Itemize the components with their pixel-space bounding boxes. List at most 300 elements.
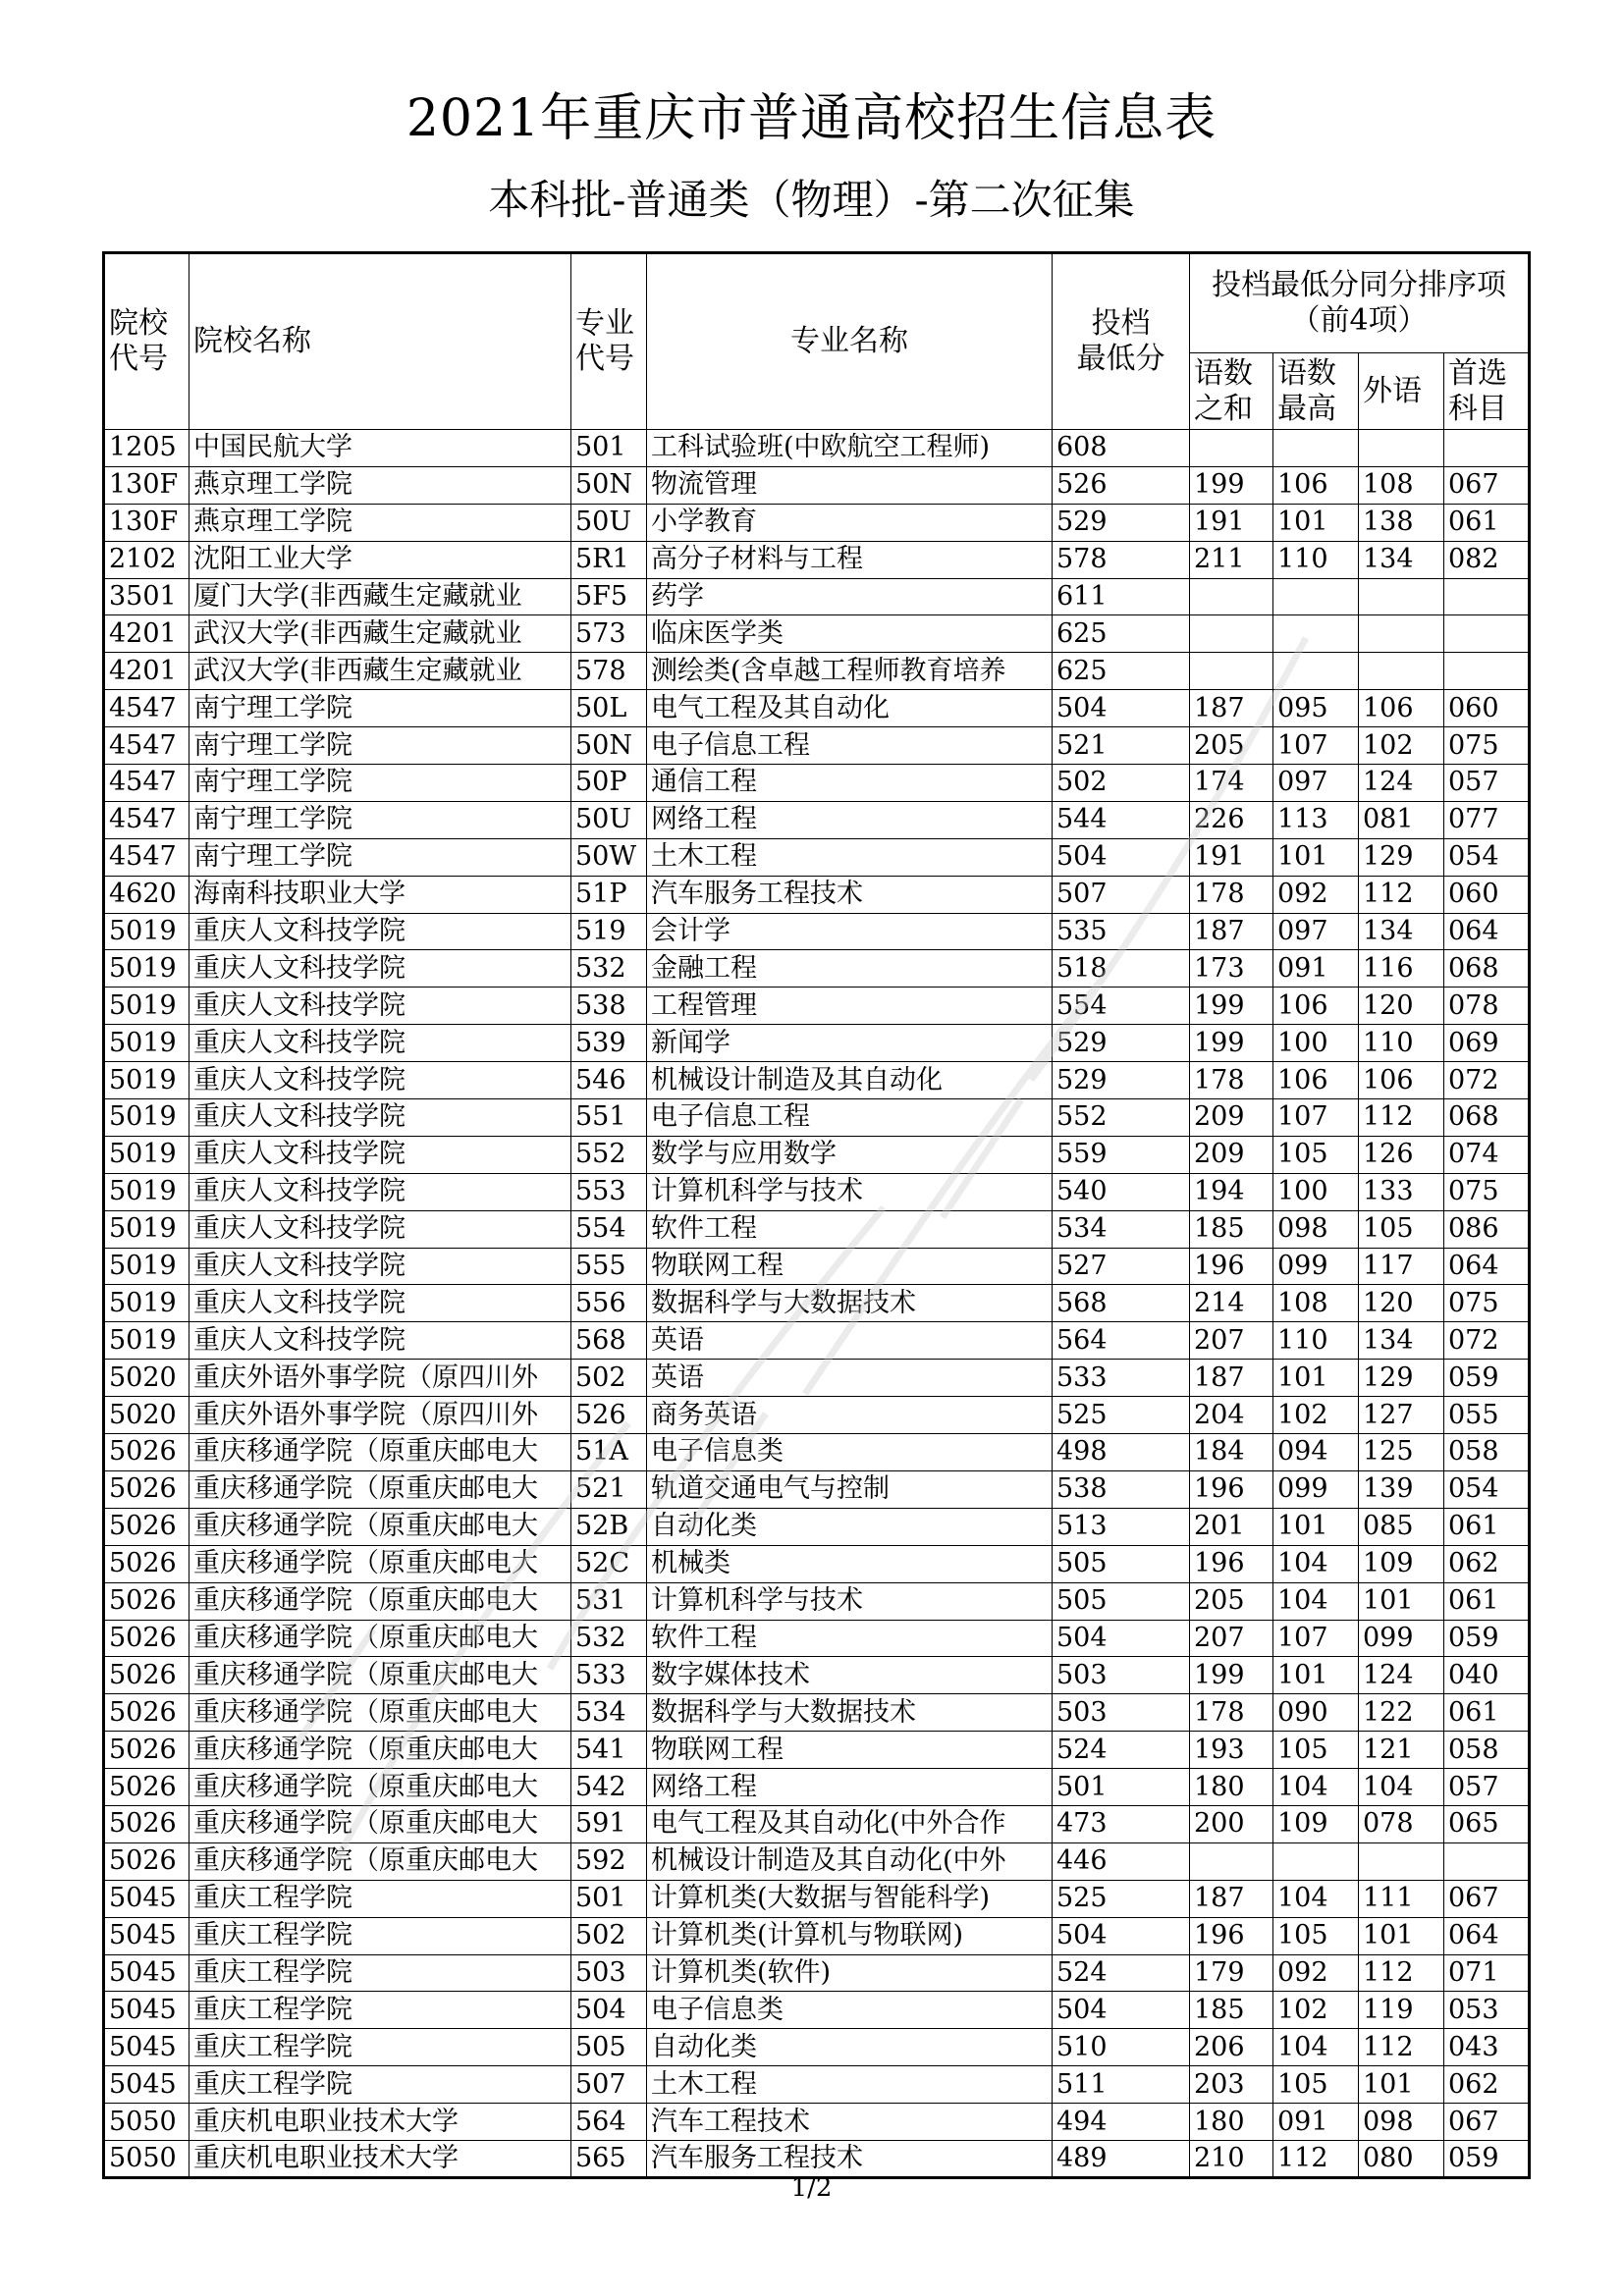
cell-major-code: 554 [571,1210,647,1248]
table-row [104,1917,1530,1954]
cell-major-code: 50N [571,727,647,765]
cell-first-subject: 061 [1444,504,1530,541]
cell-school-code: 5019 [104,1099,189,1137]
cell-min-score: 498 [1053,1434,1190,1471]
cell-major-name: 电气工程及其自动化 [647,690,1053,727]
cell-major-code: 526 [571,1397,647,1434]
cell-sum-chinese-math: 191 [1190,838,1273,876]
cell-foreign-language: 126 [1359,1136,1444,1173]
cell-sum-chinese-math [1190,430,1273,467]
cell-sum-chinese-math: 207 [1190,1322,1273,1360]
cell-sum-chinese-math [1190,578,1273,615]
cell-school-code: 5019 [104,1322,189,1360]
table-row [104,578,1530,615]
cell-major-code: 578 [571,653,647,690]
cell-sum-chinese-math: 199 [1190,988,1273,1025]
cell-sum-chinese-math: 178 [1190,1062,1273,1099]
cell-school-code: 4547 [104,801,189,838]
cell-min-score: 554 [1053,988,1190,1025]
cell-min-score: 505 [1053,1545,1190,1582]
header-sum-chinese-math: 语数 之和 [1190,353,1273,430]
cell-first-subject [1444,1842,1530,1880]
table-row [104,1769,1530,1806]
cell-foreign-language: 099 [1359,1620,1444,1657]
cell-min-score: 503 [1053,1657,1190,1694]
cell-sum-chinese-math: 178 [1190,1694,1273,1732]
cell-sum-chinese-math: 185 [1190,1210,1273,1248]
cell-major-code: 551 [571,1099,647,1137]
header-min-score: 投档 最低分 [1053,253,1190,430]
cell-major-code: 552 [571,1136,647,1173]
cell-major-code: 541 [571,1732,647,1769]
cell-max-chinese-math [1273,430,1359,467]
cell-max-chinese-math: 101 [1273,1508,1359,1545]
cell-major-code: 501 [571,1880,647,1917]
cell-sum-chinese-math: 187 [1190,1880,1273,1917]
cell-school-code: 4547 [104,765,189,802]
cell-major-name: 数据科学与大数据技术 [647,1694,1053,1732]
cell-school-name: 重庆人文科技学院 [189,1285,571,1322]
cell-foreign-language: 125 [1359,1434,1444,1471]
cell-min-score: 533 [1053,1360,1190,1397]
cell-sum-chinese-math: 196 [1190,1470,1273,1508]
cell-school-name: 海南科技职业大学 [189,876,571,913]
cell-max-chinese-math: 100 [1273,1025,1359,1062]
cell-sum-chinese-math: 196 [1190,1248,1273,1285]
cell-major-name: 电子信息类 [647,1434,1053,1471]
cell-major-code: 50N [571,466,647,504]
cell-min-score: 540 [1053,1173,1190,1210]
cell-major-code: 50U [571,801,647,838]
cell-foreign-language: 108 [1359,466,1444,504]
cell-first-subject: 068 [1444,950,1530,988]
cell-major-name: 计算机科学与技术 [647,1582,1053,1620]
cell-min-score: 525 [1053,1880,1190,1917]
cell-max-chinese-math: 104 [1273,1545,1359,1582]
cell-major-name: 计算机科学与技术 [647,1173,1053,1210]
table-row [104,1954,1530,1992]
cell-major-code: 52B [571,1508,647,1545]
cell-max-chinese-math: 091 [1273,2104,1359,2141]
cell-major-name: 自动化类 [647,2029,1053,2066]
cell-major-code: 573 [571,615,647,653]
header-tiebreak-group: 投档最低分同分排序项 （前4项） [1190,253,1530,353]
cell-min-score: 504 [1053,690,1190,727]
header-max-chinese-math: 语数 最高 [1273,353,1359,430]
cell-school-code: 5019 [104,1248,189,1285]
cell-max-chinese-math: 104 [1273,1880,1359,1917]
header-school-name: 院校名称 [189,253,571,430]
table-row [104,1582,1530,1620]
cell-school-name: 武汉大学(非西藏生定藏就业 [189,615,571,653]
cell-min-score: 529 [1053,1025,1190,1062]
cell-major-name: 工程管理 [647,988,1053,1025]
cell-foreign-language: 085 [1359,1508,1444,1545]
cell-first-subject [1444,430,1530,467]
cell-school-code: 5019 [104,1173,189,1210]
table-row [104,1360,1530,1397]
cell-sum-chinese-math: 180 [1190,1769,1273,1806]
cell-min-score: 529 [1053,1062,1190,1099]
cell-min-score: 513 [1053,1508,1190,1545]
cell-max-chinese-math: 100 [1273,1173,1359,1210]
cell-major-code: 52C [571,1545,647,1582]
table-row [104,2104,1530,2141]
cell-min-score: 538 [1053,1470,1190,1508]
cell-foreign-language: 129 [1359,1360,1444,1397]
cell-min-score: 529 [1053,504,1190,541]
cell-school-name: 中国民航大学 [189,430,571,467]
cell-major-code: 539 [571,1025,647,1062]
cell-school-name: 重庆人文科技学院 [189,950,571,988]
cell-sum-chinese-math: 199 [1190,1657,1273,1694]
header-major-name: 专业名称 [647,253,1053,430]
table-row [104,1173,1530,1210]
cell-first-subject: 062 [1444,1545,1530,1582]
cell-foreign-language: 112 [1359,1099,1444,1137]
page-subtitle: 本科批-普通类（物理）-第二次征集 [488,176,1135,224]
table-row [104,1470,1530,1508]
cell-min-score: 521 [1053,727,1190,765]
cell-first-subject: 059 [1444,1360,1530,1397]
cell-max-chinese-math: 106 [1273,466,1359,504]
cell-min-score: 535 [1053,913,1190,950]
cell-major-code: 5F5 [571,578,647,615]
table-row [104,1657,1530,1694]
cell-foreign-language: 110 [1359,1025,1444,1062]
cell-foreign-language: 119 [1359,1992,1444,2029]
cell-school-code: 5045 [104,2029,189,2066]
cell-foreign-language: 078 [1359,1805,1444,1842]
cell-major-name: 数据科学与大数据技术 [647,1285,1053,1322]
cell-major-code: 564 [571,2104,647,2141]
cell-foreign-language [1359,615,1444,653]
table-row [104,653,1530,690]
cell-first-subject [1444,615,1530,653]
cell-school-code: 5050 [104,2140,189,2177]
cell-first-subject: 072 [1444,1322,1530,1360]
cell-major-name: 电子信息工程 [647,727,1053,765]
cell-major-code: 568 [571,1322,647,1360]
cell-major-code: 50L [571,690,647,727]
cell-min-score: 578 [1053,541,1190,578]
cell-school-code: 3501 [104,578,189,615]
table-row [104,615,1530,653]
cell-min-score: 611 [1053,578,1190,615]
cell-max-chinese-math: 101 [1273,1657,1359,1694]
cell-sum-chinese-math: 178 [1190,876,1273,913]
cell-major-code: 542 [571,1769,647,1806]
table-row [104,801,1530,838]
cell-foreign-language [1359,653,1444,690]
cell-sum-chinese-math: 185 [1190,1992,1273,2029]
cell-min-score: 446 [1053,1842,1190,1880]
cell-sum-chinese-math: 199 [1190,466,1273,504]
cell-major-code: 592 [571,1842,647,1880]
table-row [104,2029,1530,2066]
cell-first-subject: 067 [1444,466,1530,504]
table-row [104,765,1530,802]
cell-sum-chinese-math: 199 [1190,1025,1273,1062]
cell-school-name: 重庆机电职业技术大学 [189,2140,571,2177]
cell-foreign-language: 102 [1359,727,1444,765]
cell-major-name: 英语 [647,1322,1053,1360]
cell-major-name: 土木工程 [647,2066,1053,2104]
cell-min-score: 504 [1053,1992,1190,2029]
cell-school-code: 5026 [104,1434,189,1471]
table-row [104,727,1530,765]
cell-major-code: 507 [571,2066,647,2104]
cell-major-code: 546 [571,1062,647,1099]
cell-min-score: 503 [1053,1694,1190,1732]
cell-max-chinese-math: 105 [1273,1136,1359,1173]
cell-max-chinese-math: 104 [1273,2029,1359,2066]
cell-school-code: 5019 [104,988,189,1025]
cell-school-name: 重庆移通学院（原重庆邮电大 [189,1694,571,1732]
table-row [104,988,1530,1025]
cell-school-code: 5020 [104,1360,189,1397]
table-row [104,913,1530,950]
cell-sum-chinese-math: 201 [1190,1508,1273,1545]
cell-max-chinese-math: 112 [1273,2140,1359,2177]
cell-max-chinese-math: 104 [1273,1582,1359,1620]
cell-school-code: 5019 [104,950,189,988]
cell-school-code: 5019 [104,913,189,950]
cell-school-name: 南宁理工学院 [189,765,571,802]
cell-major-name: 计算机类(大数据与智能科学) [647,1880,1053,1917]
table-row [104,504,1530,541]
cell-foreign-language: 139 [1359,1470,1444,1508]
cell-school-name: 重庆机电职业技术大学 [189,2104,571,2141]
cell-school-name: 重庆工程学院 [189,2066,571,2104]
cell-major-code: 51P [571,876,647,913]
cell-max-chinese-math: 097 [1273,765,1359,802]
cell-first-subject: 074 [1444,1136,1530,1173]
cell-school-code: 5045 [104,1917,189,1954]
cell-school-name: 重庆人文科技学院 [189,1062,571,1099]
cell-school-name: 南宁理工学院 [189,727,571,765]
cell-max-chinese-math: 101 [1273,838,1359,876]
cell-max-chinese-math: 109 [1273,1805,1359,1842]
cell-major-name: 软件工程 [647,1620,1053,1657]
cell-foreign-language: 134 [1359,1322,1444,1360]
table-row [104,1545,1530,1582]
cell-school-name: 重庆移通学院（原重庆邮电大 [189,1470,571,1508]
cell-major-code: 504 [571,1992,647,2029]
cell-min-score: 489 [1053,2140,1190,2177]
cell-school-name: 重庆人文科技学院 [189,1136,571,1173]
cell-min-score: 527 [1053,1248,1190,1285]
cell-school-code: 5019 [104,1285,189,1322]
cell-sum-chinese-math: 210 [1190,2140,1273,2177]
cell-min-score: 524 [1053,1732,1190,1769]
cell-major-code: 534 [571,1694,647,1732]
cell-first-subject: 064 [1444,1248,1530,1285]
table-row [104,876,1530,913]
cell-school-name: 燕京理工学院 [189,504,571,541]
cell-first-subject: 061 [1444,1508,1530,1545]
cell-foreign-language: 116 [1359,950,1444,988]
cell-school-name: 重庆工程学院 [189,2029,571,2066]
cell-school-code: 5026 [104,1545,189,1582]
cell-school-code: 5026 [104,1582,189,1620]
cell-max-chinese-math: 105 [1273,1732,1359,1769]
cell-foreign-language: 127 [1359,1397,1444,1434]
cell-school-code: 5045 [104,1992,189,2029]
cell-major-name: 计算机类(软件) [647,1954,1053,1992]
cell-first-subject: 040 [1444,1657,1530,1694]
cell-first-subject: 069 [1444,1025,1530,1062]
table-row [104,466,1530,504]
cell-sum-chinese-math: 193 [1190,1732,1273,1769]
header-foreign-language: 外语 [1359,353,1444,430]
cell-major-name: 网络工程 [647,801,1053,838]
cell-sum-chinese-math: 196 [1190,1917,1273,1954]
cell-foreign-language: 106 [1359,690,1444,727]
cell-school-name: 南宁理工学院 [189,690,571,727]
cell-foreign-language: 133 [1359,1173,1444,1210]
cell-max-chinese-math [1273,578,1359,615]
cell-school-code: 5026 [104,1508,189,1545]
table-row [104,1992,1530,2029]
cell-school-code: 5026 [104,1842,189,1880]
cell-min-score: 510 [1053,2029,1190,2066]
cell-school-code: 130F [104,466,189,504]
cell-foreign-language: 105 [1359,1210,1444,1248]
cell-first-subject: 060 [1444,690,1530,727]
cell-school-name: 重庆工程学院 [189,1917,571,1954]
cell-school-code: 5045 [104,1954,189,1992]
cell-major-name: 汽车服务工程技术 [647,876,1053,913]
cell-foreign-language: 080 [1359,2140,1444,2177]
cell-min-score: 625 [1053,653,1190,690]
cell-sum-chinese-math [1190,653,1273,690]
cell-first-subject: 059 [1444,1620,1530,1657]
cell-school-code: 4201 [104,653,189,690]
cell-foreign-language: 081 [1359,801,1444,838]
cell-sum-chinese-math: 209 [1190,1099,1273,1137]
cell-max-chinese-math: 106 [1273,1062,1359,1099]
admission-table [102,251,1531,2179]
cell-first-subject: 072 [1444,1062,1530,1099]
cell-foreign-language: 101 [1359,2066,1444,2104]
cell-school-code: 5019 [104,1062,189,1099]
cell-school-code: 5019 [104,1136,189,1173]
cell-foreign-language: 124 [1359,765,1444,802]
cell-first-subject: 064 [1444,913,1530,950]
cell-sum-chinese-math: 211 [1190,541,1273,578]
cell-first-subject: 058 [1444,1732,1530,1769]
cell-school-name: 南宁理工学院 [189,801,571,838]
cell-max-chinese-math [1273,1842,1359,1880]
cell-sum-chinese-math: 184 [1190,1434,1273,1471]
cell-major-name: 物联网工程 [647,1732,1053,1769]
cell-school-code: 5019 [104,1210,189,1248]
table-row [104,1620,1530,1657]
cell-max-chinese-math: 094 [1273,1434,1359,1471]
table-row [104,1248,1530,1285]
cell-sum-chinese-math: 206 [1190,2029,1273,2066]
cell-first-subject: 061 [1444,1694,1530,1732]
cell-major-code: 50U [571,504,647,541]
cell-school-name: 重庆移通学院（原重庆邮电大 [189,1620,571,1657]
cell-first-subject: 060 [1444,876,1530,913]
cell-first-subject: 086 [1444,1210,1530,1248]
cell-max-chinese-math: 091 [1273,950,1359,988]
cell-major-name: 计算机类(计算机与物联网) [647,1917,1053,1954]
cell-max-chinese-math: 107 [1273,727,1359,765]
cell-sum-chinese-math [1190,1842,1273,1880]
cell-school-name: 重庆工程学院 [189,1992,571,2029]
cell-min-score: 507 [1053,876,1190,913]
table-row [104,690,1530,727]
cell-first-subject: 057 [1444,765,1530,802]
cell-max-chinese-math [1273,653,1359,690]
cell-first-subject: 078 [1444,988,1530,1025]
cell-major-code: 51A [571,1434,647,1471]
cell-major-code: 565 [571,2140,647,2177]
cell-major-name: 数学与应用数学 [647,1136,1053,1173]
cell-school-code: 130F [104,504,189,541]
table-row [104,1434,1530,1471]
cell-school-name: 沈阳工业大学 [189,541,571,578]
cell-sum-chinese-math: 204 [1190,1397,1273,1434]
cell-foreign-language: 112 [1359,876,1444,913]
table-row [104,1136,1530,1173]
cell-major-name: 数字媒体技术 [647,1657,1053,1694]
cell-school-name: 重庆移通学院（原重庆邮电大 [189,1657,571,1694]
cell-first-subject [1444,653,1530,690]
cell-school-name: 武汉大学(非西藏生定藏就业 [189,653,571,690]
cell-sum-chinese-math: 179 [1190,1954,1273,1992]
cell-min-score: 524 [1053,1954,1190,1992]
cell-major-code: 556 [571,1285,647,1322]
cell-first-subject: 075 [1444,1173,1530,1210]
cell-max-chinese-math: 099 [1273,1470,1359,1508]
cell-school-name: 重庆人文科技学院 [189,1173,571,1210]
cell-major-name: 测绘类(含卓越工程师教育培养 [647,653,1053,690]
cell-max-chinese-math: 101 [1273,504,1359,541]
cell-first-subject: 043 [1444,2029,1530,2066]
cell-sum-chinese-math: 205 [1190,1582,1273,1620]
table-row [104,2140,1530,2177]
cell-school-name: 重庆人文科技学院 [189,1025,571,1062]
cell-major-name: 通信工程 [647,765,1053,802]
cell-major-name: 药学 [647,578,1053,615]
table-row [104,1099,1530,1137]
cell-first-subject [1444,578,1530,615]
cell-max-chinese-math: 113 [1273,801,1359,838]
cell-foreign-language: 138 [1359,504,1444,541]
cell-school-code: 1205 [104,430,189,467]
cell-major-code: 553 [571,1173,647,1210]
cell-sum-chinese-math: 180 [1190,2104,1273,2141]
table-row [104,541,1530,578]
cell-major-name: 电气工程及其自动化(中外合作 [647,1805,1053,1842]
table-row [104,430,1530,467]
cell-school-name: 重庆外语外事学院（原四川外 [189,1360,571,1397]
cell-major-code: 50W [571,838,647,876]
cell-major-name: 网络工程 [647,1769,1053,1806]
cell-foreign-language: 129 [1359,838,1444,876]
cell-first-subject: 059 [1444,2140,1530,2177]
cell-major-name: 新闻学 [647,1025,1053,1062]
table-row [104,1025,1530,1062]
cell-max-chinese-math: 099 [1273,1248,1359,1285]
cell-major-name: 金融工程 [647,950,1053,988]
cell-school-name: 重庆移通学院（原重庆邮电大 [189,1732,571,1769]
cell-sum-chinese-math: 196 [1190,1545,1273,1582]
